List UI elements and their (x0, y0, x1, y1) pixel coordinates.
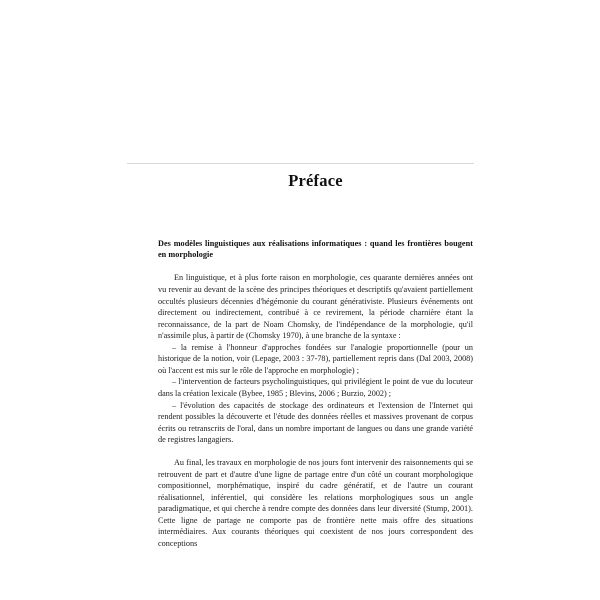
chapter-subtitle: Des modèles linguistiques aux réalisations informatiques : quand les frontières bougent en morphologie (158, 238, 473, 260)
list-item: – l'évolution des capacités de stockage des ordinateurs et l'extension de l'Internet qui rendent possibles la découverte et l'étude des données réelles et massives provenant de corpus écrits ou retranscrits de l'oral, dans un nombre important de langues ou dans une grande variété de registres langagiers. (158, 400, 473, 445)
list-item: – la remise à l'honneur d'approches fondées sur l'analogie proportionnelle (pour un historique de la notion, voir (Lepage, 2003 : 37-78), partiellement repris dans (Dal 2003, 2008) où l'accent est mis sur le rôle de l'approche en morphologie) ; (158, 342, 473, 375)
page-title: Préface (288, 171, 343, 190)
intro-paragraph: En linguistique, et à plus forte raison en morphologie, ces quarante dernières années ont vu revenir au devant de la scène des principes théoriques et descriptifs qu'avaient partiellement occultés plusieurs décennies d'hégémonie du courant générativiste. Plusieurs événements ont directement ou indirectement, contribué à ce revirement, la période charnière étant la reconnaissance, de la part de Noam Chomsky, de l'indépendance de la morphologie, qu'il n'assimile plus, à partir de (Chomsky 1970), à une branche de la syntaxe : (158, 273, 473, 341)
list-item: – l'intervention de facteurs psycholinguistiques, qui privilégient le point de vue du locuteur dans la création lexicale (Bybee, 1985 ; Blevins, 2006 ; Burzio, 2002) ; (158, 377, 473, 398)
conclusion-paragraph: Au final, les travaux en morphologie de nos jours font intervenir des raisonnements qui se retrouvent de part et d'autre d'une ligne de partage entre d'un côté un courant morphologique compositionnel, morphématique, inspiré du cadre génératif, et de l'autre un courant réalisationnel, inférentiel, qui considère les relations morphologiques sous un angle paradigmatique, et qui cherche à rendre compte des données dans leur diversité (Stump, 2001). Cette ligne de partage ne comporte pas de frontière nette mais offre des situations intermédiaires. Aux courants théoriques qui coexistent de nos jours correspondent des conceptions (158, 458, 473, 549)
dash-bullet-list (158, 342, 473, 446)
header-divider-rule (127, 163, 474, 164)
document-content (158, 171, 473, 550)
